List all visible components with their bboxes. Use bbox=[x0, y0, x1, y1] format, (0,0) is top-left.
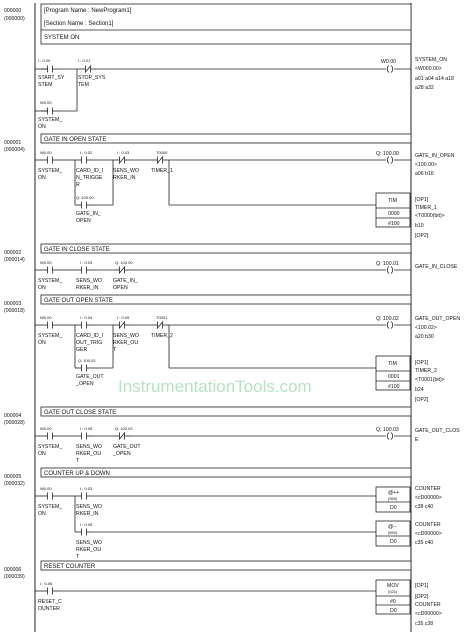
operand-label: [OP2] bbox=[415, 397, 429, 403]
contact-label: RKER_IN bbox=[76, 285, 99, 291]
contact-label: GATE_OUT bbox=[76, 374, 104, 380]
contact-address: Q: 100.02 bbox=[78, 358, 96, 363]
operand-comment: TIMER_1 bbox=[415, 205, 437, 211]
contact-system-on[interactable] bbox=[41, 267, 59, 274]
contact-sens-worker-in[interactable] bbox=[113, 157, 131, 164]
rung-comment: RESET COUNTER bbox=[44, 564, 96, 570]
destination-operand: D0 bbox=[390, 608, 397, 614]
step-number: 000004 bbox=[4, 413, 22, 419]
contact-address: I : 0.00 bbox=[38, 58, 51, 63]
contact-label: SYSTEM_ bbox=[38, 444, 63, 450]
output-comment: SYSTEM_ON bbox=[415, 57, 447, 63]
contact-label: RKER_IN bbox=[113, 175, 136, 181]
contact-label: SENS_WO bbox=[76, 540, 102, 546]
cross-reference: a06 b16 bbox=[415, 171, 434, 177]
contact-label: ON bbox=[38, 175, 46, 181]
contact-label: SENS_WO bbox=[113, 333, 139, 339]
contact-sens-worker-in[interactable] bbox=[75, 493, 93, 500]
rung-comment: GATE IN CLOSE STATE bbox=[44, 247, 110, 253]
cross-reference: c35 c38 bbox=[415, 621, 434, 627]
step-address: (000018) bbox=[4, 308, 25, 314]
contact-label: RKER_IN bbox=[76, 511, 99, 517]
rung-comment: COUNTER UP & DOWN bbox=[44, 471, 110, 477]
operand-comment: TIMER_2 bbox=[415, 368, 437, 374]
contact-address: T0001 bbox=[156, 315, 168, 320]
contact-label: ON bbox=[38, 124, 46, 130]
operand-address: <cD00000> bbox=[415, 495, 442, 501]
contact-label: RKER_OU bbox=[113, 340, 139, 346]
contact-sens-worker-out[interactable] bbox=[113, 322, 131, 329]
section-name: [Section Name : Section1] bbox=[44, 21, 114, 27]
coil-address: Q: 100.00 bbox=[376, 151, 399, 157]
coil-address: W0.00 bbox=[381, 59, 396, 65]
contact-card-id-out-trigger[interactable] bbox=[75, 322, 93, 329]
contact-address: T0000 bbox=[156, 150, 168, 155]
contact-label: SYSTEM_ bbox=[38, 168, 63, 174]
contact-label: ON bbox=[38, 285, 46, 291]
increment-instruction: @++ bbox=[388, 490, 400, 496]
contact-timer-1[interactable] bbox=[151, 157, 169, 164]
contact-address: Q: 100.00 bbox=[76, 195, 94, 200]
contact-system-on[interactable] bbox=[41, 493, 59, 500]
contact-sens-worker-in[interactable] bbox=[75, 267, 93, 274]
rung-1 bbox=[4, 134, 455, 239]
rung-comment: GATE OUT OPEN STATE bbox=[44, 298, 113, 304]
contact-gate-out-open-latch[interactable] bbox=[75, 365, 93, 372]
function-code: (590) bbox=[388, 496, 398, 501]
output-address: <100.00> bbox=[415, 162, 437, 168]
coil-address: Q: 100.02 bbox=[376, 316, 399, 322]
contact-address: I : 0.03 bbox=[80, 486, 93, 491]
coil-gate-out-close[interactable] bbox=[387, 433, 392, 440]
contact-label: STEM bbox=[38, 82, 53, 88]
contact-label: CARD_ID_I bbox=[76, 168, 104, 174]
timer-number: 0000 bbox=[388, 211, 400, 217]
output-comment: GATE_OUT_OPEN bbox=[415, 316, 461, 322]
cross-reference: a28 a32 bbox=[415, 85, 434, 91]
contact-label: TEM bbox=[78, 82, 89, 88]
coil-address: Q: 100.03 bbox=[376, 427, 399, 433]
contact-label: ON bbox=[38, 511, 46, 517]
step-address: (000000) bbox=[4, 16, 25, 22]
contact-label: CARD_ID_I bbox=[76, 333, 104, 339]
contact-label: RKER_OU bbox=[76, 451, 102, 457]
output-comment: GATE_IN_OPEN bbox=[415, 153, 455, 159]
function-code: (592) bbox=[388, 530, 398, 535]
contact-label: SENS_WO bbox=[113, 168, 139, 174]
coil-address: Q: 100.01 bbox=[376, 261, 399, 267]
cross-reference: a01 a04 a14 a18 bbox=[415, 76, 454, 82]
coil-gate-in-close[interactable] bbox=[387, 267, 392, 274]
contact-label: TIMER_2 bbox=[151, 333, 173, 339]
cross-reference: a20 b30 bbox=[415, 334, 434, 340]
contact-gate-out-open[interactable] bbox=[113, 433, 131, 440]
step-number: 000002 bbox=[4, 250, 22, 256]
function-code: (021) bbox=[388, 589, 398, 594]
contact-label: SYSTEM_ bbox=[38, 278, 63, 284]
step-address: (000028) bbox=[4, 420, 25, 426]
output-comment: GATE_IN_CLOSE bbox=[415, 264, 458, 270]
contact-address: I : 0.04 bbox=[80, 315, 93, 320]
contact-label: SYSTEM_ bbox=[38, 117, 63, 123]
contact-label: SENS_WO bbox=[76, 278, 102, 284]
operand-comment: COUNTER bbox=[415, 522, 441, 528]
contact-label: _OPEN bbox=[76, 381, 94, 387]
cross-reference: b24 bbox=[415, 387, 424, 393]
operand-label: [OP2] bbox=[415, 594, 429, 600]
contact-label: STOP_SYS bbox=[78, 75, 106, 81]
operand-comment: COUNTER bbox=[415, 486, 441, 492]
contact-card-id-in-trigger[interactable] bbox=[75, 157, 93, 164]
contact-label: GATE_IN_ bbox=[76, 211, 101, 217]
timer-number: 0001 bbox=[388, 374, 400, 380]
contact-label: GATE_IN_ bbox=[113, 278, 138, 284]
contact-label: RKER_OU bbox=[76, 547, 102, 553]
contact-address: I : 0.06 bbox=[40, 581, 53, 586]
contact-label: GER bbox=[76, 347, 88, 353]
operand-address: <T0000(bit)> bbox=[415, 213, 445, 219]
contact-reset-counter[interactable] bbox=[41, 588, 59, 595]
contact-label: SENS_WO bbox=[76, 504, 102, 510]
output-address: <W000.00> bbox=[415, 66, 442, 72]
contact-label: GATE_OUT bbox=[113, 444, 141, 450]
timer-instruction: TIM bbox=[388, 361, 397, 367]
cross-reference: c35 c40 bbox=[415, 540, 434, 546]
program-name: [Program Name : NewProgram1] bbox=[44, 8, 132, 14]
output-address: <100.02> bbox=[415, 325, 437, 331]
contact-address: W0.00 bbox=[40, 486, 52, 491]
contact-label: OPEN bbox=[76, 218, 91, 224]
rung-5 bbox=[4, 468, 442, 560]
contact-label: T bbox=[76, 554, 80, 560]
source-operand: #0 bbox=[390, 599, 396, 605]
contact-label: T bbox=[76, 458, 80, 464]
contact-address: W0.00 bbox=[40, 426, 52, 431]
operand-address: <T0001(bit)> bbox=[415, 377, 445, 383]
contact-address: I : 0.01 bbox=[78, 58, 91, 63]
contact-system-on[interactable] bbox=[41, 322, 59, 329]
operand-label: [OP1] bbox=[415, 197, 429, 203]
move-instruction: MOV bbox=[387, 583, 399, 589]
operand: D0 bbox=[390, 539, 397, 545]
contact-label: N_TRIGGE bbox=[76, 175, 103, 181]
contact-label: OPEN bbox=[113, 285, 128, 291]
rung-6 bbox=[4, 561, 442, 627]
contact-address: Q: 100.00 bbox=[115, 260, 133, 265]
rung-comment: SYSTEM ON bbox=[44, 35, 80, 41]
step-number: 000003 bbox=[4, 301, 22, 307]
cross-reference: b10 bbox=[415, 223, 424, 229]
contact-label: SENS_WO bbox=[76, 444, 102, 450]
contact-address: I : 0.02 bbox=[80, 150, 93, 155]
step-address: (000039) bbox=[4, 574, 25, 580]
operand-label: [OP1] bbox=[415, 583, 429, 589]
operand-address: <cD00000> bbox=[415, 611, 442, 617]
step-address: (000004) bbox=[4, 147, 25, 153]
rung-0 bbox=[4, 4, 454, 130]
contact-label: _OPEN bbox=[113, 451, 131, 457]
operand-comment: COUNTER bbox=[415, 602, 441, 608]
step-number: 000006 bbox=[4, 567, 22, 573]
contact-address: I : 0.05 bbox=[80, 522, 93, 527]
watermark: InstrumentationTools.com bbox=[118, 377, 312, 396]
operand-address: <cD00000> bbox=[415, 531, 442, 537]
rung-2 bbox=[4, 244, 458, 291]
contact-address: W0.00 bbox=[40, 315, 52, 320]
contact-label: SYSTEM_ bbox=[38, 504, 63, 510]
step-address: (000014) bbox=[4, 257, 25, 263]
step-number: 000005 bbox=[4, 474, 22, 480]
contact-system-on[interactable] bbox=[41, 157, 59, 164]
timer-setpoint: #100 bbox=[388, 221, 400, 227]
output-comment: E bbox=[415, 437, 419, 443]
contact-label: ON bbox=[38, 451, 46, 457]
coil-gate-out-open[interactable] bbox=[387, 322, 392, 329]
rung-comment-box bbox=[41, 561, 411, 570]
contact-address: I : 0.05 bbox=[117, 315, 130, 320]
contact-label: RESET_C bbox=[38, 599, 62, 605]
contact-label: SYSTEM_ bbox=[38, 333, 63, 339]
contact-label: T bbox=[113, 347, 117, 353]
rung-4 bbox=[4, 407, 460, 464]
contact-stop-system[interactable] bbox=[79, 66, 97, 73]
contact-timer-2[interactable] bbox=[151, 322, 169, 329]
contact-label: OUNTER bbox=[38, 606, 60, 612]
timer-setpoint: #100 bbox=[388, 384, 400, 390]
coil-system-on[interactable] bbox=[387, 66, 392, 73]
contact-address: W0.00 bbox=[40, 150, 52, 155]
operand-label: [OP2] bbox=[415, 233, 429, 239]
operand: D0 bbox=[390, 505, 397, 511]
decrement-instruction: @-- bbox=[388, 524, 397, 530]
contact-address: I : 0.05 bbox=[80, 426, 93, 431]
step-number: 000000 bbox=[4, 8, 22, 14]
timer-instruction: TIM bbox=[388, 198, 397, 204]
step-address: (000032) bbox=[4, 481, 25, 487]
output-comment: GATE_OUT_CLOS bbox=[415, 428, 460, 434]
contact-label: START_SY bbox=[38, 75, 65, 81]
contact-address: W0.00 bbox=[40, 100, 52, 105]
contact-start-system[interactable] bbox=[41, 66, 59, 73]
contact-address: I : 0.03 bbox=[117, 150, 130, 155]
contact-label: ON bbox=[38, 340, 46, 346]
rung-comment: GATE IN OPEN STATE bbox=[44, 137, 107, 143]
contact-label: R bbox=[76, 182, 80, 188]
contact-address: W0.00 bbox=[40, 260, 52, 265]
coil-gate-in-open[interactable] bbox=[387, 157, 392, 164]
contact-address: Q: 100.02 bbox=[115, 426, 133, 431]
operand-label: [OP1] bbox=[415, 360, 429, 366]
contact-label: OUT_TRIG bbox=[76, 340, 103, 346]
contact-address: I : 0.03 bbox=[80, 260, 93, 265]
contact-label: TIMER_1 bbox=[151, 168, 173, 174]
rung-comment: GATE OUT CLOSE STATE bbox=[44, 410, 117, 416]
cross-reference: c38 c40 bbox=[415, 504, 434, 510]
step-number: 000001 bbox=[4, 140, 22, 146]
contact-gate-in-open-latch[interactable] bbox=[75, 202, 93, 209]
contact-sens-worker-out[interactable] bbox=[75, 433, 93, 440]
contact-system-on[interactable] bbox=[41, 433, 59, 440]
contact-system-on-latch[interactable] bbox=[41, 108, 59, 115]
contact-sens-worker-out[interactable] bbox=[75, 529, 93, 536]
contact-gate-in-open[interactable] bbox=[113, 267, 131, 274]
